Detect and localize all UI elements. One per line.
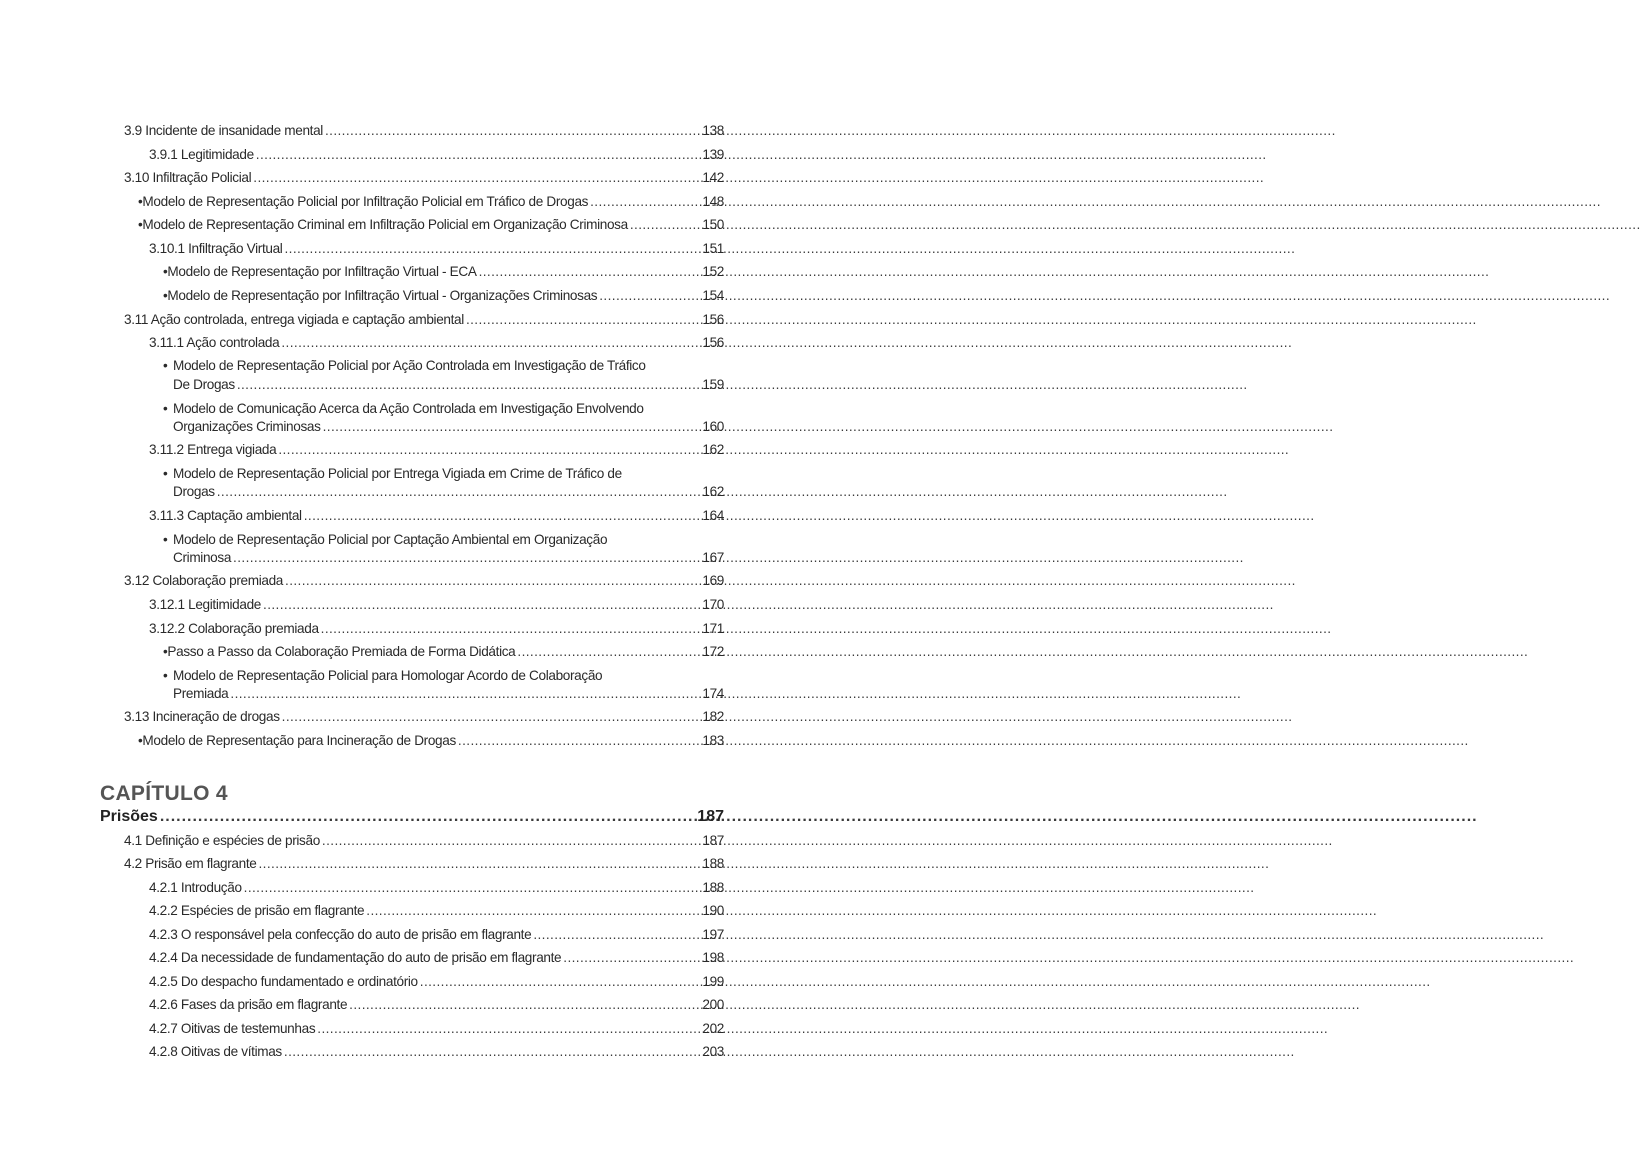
dot-leader [531,926,674,944]
dot-leader [320,832,674,850]
page-number: 197 [702,927,724,942]
toc-entry-3-11-1[interactable]: 3.11.1 Ação controlada ..... 156 [149,334,724,352]
dot-leader [464,311,674,329]
toc-entry-3-11-2[interactable]: 3.11.2 Entrega vigiada ..... 162 [149,441,724,459]
page-number: 142 [702,170,724,185]
dot-leader [282,240,674,258]
dot-leader [254,146,674,164]
page-number: 156 [702,312,724,327]
toc-entry-4-2-3[interactable]: 4.2.3 O responsável pela confecção do auto de prisão em flagrante ..... 197 [149,926,724,944]
page-number: 188 [702,880,724,895]
toc-entry-3-10-1[interactable]: 3.10.1 Infiltração Virtual ..... 151 [149,240,724,258]
dot-leader [158,807,674,827]
dot-leader [628,216,674,234]
toc-entry-3-13[interactable]: 3.13 Incineração de drogas ..... 182 [124,708,724,726]
chapter-title: Prisões [100,808,158,825]
toc-entry-model-eca[interactable]: • Modelo de Representação por Infiltração Virtual - ECA ..... 152 [163,263,724,281]
page-number: 156 [702,335,724,350]
toc-entry-4-2-1[interactable]: 4.2.1 Introdução ..... 188 [149,879,724,897]
dot-leader [321,418,674,436]
page-number: 202 [702,1021,724,1036]
toc-entry-captacao-line2[interactable]: Criminosa ..... 167 [173,549,724,567]
bullet-icon: • [163,644,168,659]
page-number: 200 [702,997,724,1012]
toc-entry-model-virtual-org[interactable]: • Modelo de Representação por Infiltração Virtual - Organizações Criminosas ..... 154 [163,287,724,305]
toc-entry-model-tráfico[interactable]: • Modelo de Representação Policial por Infiltração Policial em Tráfico de Drogas ..... 148 [138,193,724,211]
page-number: 169 [702,573,724,588]
page-number: 199 [702,974,724,989]
toc-entry-comunicacao-line1[interactable]: • Modelo de Comunicação Acerca da Ação Controlada em Investigação Envolvendo [163,401,644,416]
dot-leader [279,334,674,352]
dot-leader [242,879,674,897]
toc-entry-passo-a-passo[interactable]: • Passo a Passo da Colaboração Premiada de Forma Didática ..... 172 [163,643,724,661]
page-number: 160 [702,419,724,434]
toc-entry-3-11-3[interactable]: 3.11.3 Captação ambiental ..... 164 [149,507,724,525]
page-number: 174 [702,686,724,701]
toc-entry-captacao-line1[interactable]: • Modelo de Representação Policial por Captação Ambiental em Organização [163,532,608,547]
page-number: 187 [697,808,724,825]
toc-entry-model-organizacao[interactable]: • Modelo de Representação Criminal em Infiltração Policial em Organização Criminosa ..... 150 [138,216,724,234]
page-number: 167 [702,550,724,565]
page-number: 203 [702,1044,724,1059]
page-number: 139 [702,147,724,162]
toc-entry-acao-trafico-line1[interactable]: • Modelo de Representação Policial por Ação Controlada em Investigação de Tráfico [163,358,646,373]
dot-leader [347,996,674,1014]
dot-leader [282,1043,674,1061]
bullet-icon: • [138,217,143,232]
dot-leader [477,263,674,281]
page-number: 164 [702,508,724,523]
bullet-icon: • [138,194,143,209]
toc-entry-3-9[interactable]: 3.9 Incidente de insanidade mental ..... 138 [124,122,724,140]
dot-leader [364,902,674,920]
toc-entry-4-2[interactable]: 4.2 Prisão em flagrante ..... 188 [124,855,724,873]
page-number: 150 [702,217,724,232]
toc-entry-3-10[interactable]: 3.10 Infiltração Policial ..... 142 [124,169,724,187]
dot-leader [283,572,674,590]
toc-entry-model-incineracao[interactable]: • Modelo de Representação para Incineração de Drogas ..... 183 [138,732,724,750]
page-number: 148 [702,194,724,209]
dot-leader [235,376,674,394]
page-number: 138 [702,123,724,138]
toc-entry-entrega-line1[interactable]: • Modelo de Representação Policial por Entrega Vigiada em Crime de Tráfico de [163,466,622,481]
page-number: 190 [702,903,724,918]
toc-entry-4-2-7[interactable]: 4.2.7 Oitivas de testemunhas ..... 202 [149,1020,724,1038]
toc-entry-entrega-line2[interactable]: Drogas ..... 162 [173,483,724,501]
book-page [0,0,800,1149]
toc-entry-4-2-4[interactable]: 4.2.4 Da necessidade de fundamentação do auto de prisão em flagrante ..... 198 [149,949,724,967]
page-number: 162 [702,484,724,499]
page-number: 170 [702,597,724,612]
page-number: 171 [702,621,724,636]
page-number: 182 [702,709,724,724]
toc-entry-3-11[interactable]: 3.11 Ação controlada, entrega vigiada e captação ambiental ..... 156 [124,311,724,329]
toc-entry-homologar-line1[interactable]: • Modelo de Representação Policial para Homologar Acordo de Colaboração [163,668,603,683]
page-number: 187 [702,833,724,848]
page-number: 172 [702,644,724,659]
dot-leader [323,122,674,140]
dot-leader [456,732,674,750]
dot-leader [280,708,674,726]
toc-entry-acao-trafico-line2[interactable]: De Drogas ..... 159 [173,376,724,394]
toc-entry-4-2-5[interactable]: 4.2.5 Do despacho fundamentado e ordinatório ..... 199 [149,973,724,991]
page-number: 154 [702,288,724,303]
bullet-icon: • [163,532,168,547]
toc-entry-4-2-6[interactable]: 4.2.6 Fases da prisão em flagrante ..... 200 [149,996,724,1014]
toc-entry-3-12[interactable]: 3.12 Colaboração premiada ..... 169 [124,572,724,590]
dot-leader [261,596,674,614]
toc-entry-4-2-2[interactable]: 4.2.2 Espécies de prisão em flagrante ..... 190 [149,902,724,920]
dot-leader [276,441,674,459]
chapter-title-entry[interactable] [100,807,724,827]
page-number: 183 [702,733,724,748]
page-number: 151 [702,241,724,256]
toc-entry-4-2-8[interactable]: 4.2.8 Oitivas de vítimas ..... 203 [149,1043,724,1061]
dot-leader [319,620,674,638]
bullet-icon: • [163,288,168,303]
toc-entry-4-1[interactable]: 4.1 Definição e espécies de prisão ..... 187 [124,832,724,850]
dot-leader [418,973,674,991]
bullet-icon: • [163,668,168,683]
toc-entry-3-9-1[interactable]: 3.9.1 Legitimidade ..... 139 [149,146,724,164]
toc-entry-comunicacao-line2[interactable]: Organizações Criminosas ..... 160 [173,418,724,436]
bullet-icon: • [163,358,168,373]
dot-leader [597,287,674,305]
dot-leader [215,483,674,501]
toc-entry-homologar-line2[interactable]: Premiada ..... 174 [173,685,724,703]
dot-leader [228,685,674,703]
dot-leader [315,1020,674,1038]
page-number: 198 [702,950,724,965]
dot-leader [231,549,674,567]
page-number: 188 [702,856,724,871]
page-number: 152 [702,264,724,279]
bullet-icon: • [163,264,168,279]
bullet-icon: • [138,733,143,748]
dot-leader [257,855,675,873]
dot-leader [302,507,674,525]
page-number: 162 [702,442,724,457]
toc-entry-3-12-1[interactable]: 3.12.1 Legitimidade ..... 170 [149,596,724,614]
toc-entry-3-12-2[interactable]: 3.12.2 Colaboração premiada ..... 171 [149,620,724,638]
page-number: 159 [702,377,724,392]
bullet-icon: • [163,466,168,481]
dot-leader [515,643,674,661]
dot-leader [588,193,674,211]
dot-leader [561,949,674,967]
dot-leader [251,169,674,187]
bullet-icon: • [163,401,168,416]
chapter-label: CAPÍTULO 4 [100,782,228,805]
